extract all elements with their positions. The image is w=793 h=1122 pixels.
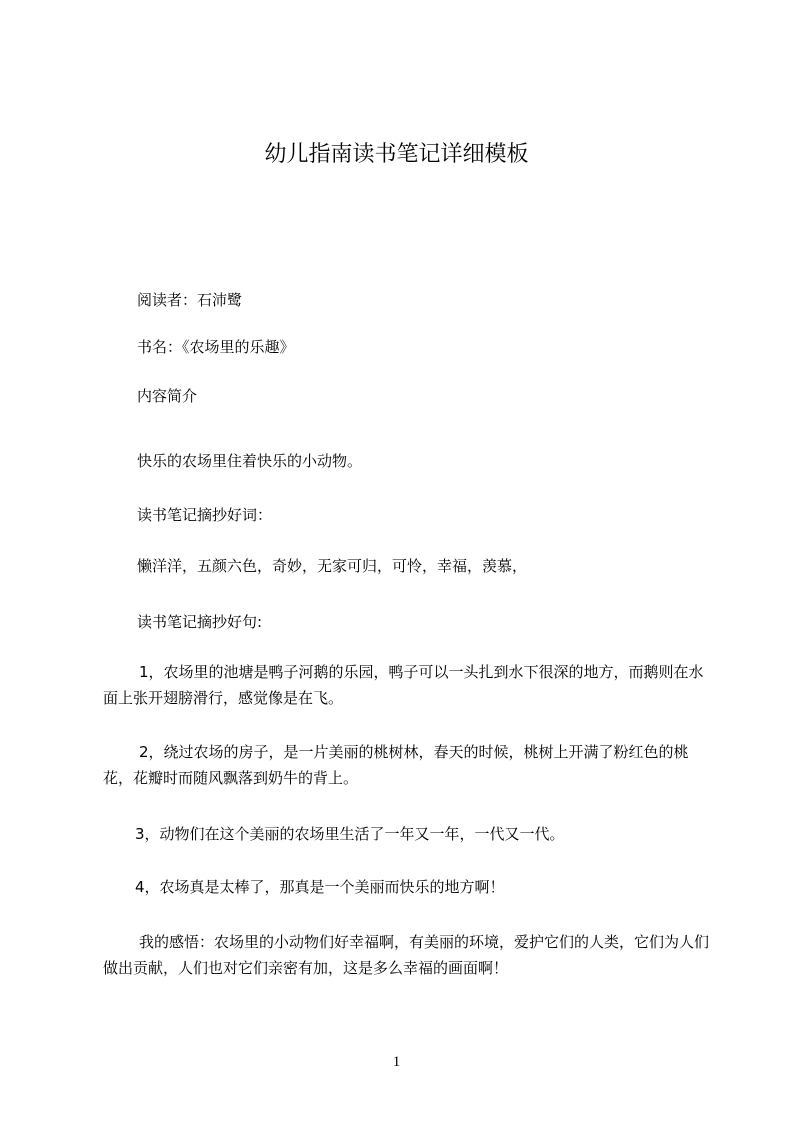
good-words-heading: 读书笔记摘抄好词： — [137, 506, 273, 524]
good-words-list: 懒洋洋，五颜六色，奇妙，无家可归，可怜，幸福，羡慕， — [137, 557, 528, 575]
summary-text: 快乐的农场里住着快乐的小动物。 — [137, 452, 363, 470]
summary-heading: 内容简介 — [137, 387, 198, 405]
sentence-2: 2，绕过农场的房子，是一片美丽的桃树林，春天的时候，桃树上开满了粉红色的桃花，花瓣时而随风飘落到奶牛的背上。 — [103, 743, 689, 787]
sentence-4: 4，农场真是太棒了，那真是一个美丽而快乐的地方啊！ — [135, 878, 505, 896]
reader-line: 阅读者：石沛鹭 — [137, 291, 243, 309]
document-title: 幼儿指南读书笔记详细模板 — [264, 142, 529, 167]
sentence-1: 1，农场里的池塘是鸭子河鹅的乐园，鸭子可以一头扎到水下很深的地方，而鹅则在水面上张开翅膀滑行，感觉像是在飞。 — [103, 663, 704, 707]
book-title-line: 书名：《农场里的乐趣》 — [137, 338, 295, 356]
sentence-3: 3，动物们在这个美丽的农场里生活了一年又一年，一代又一代。 — [135, 825, 565, 843]
page-number: 1 — [392, 1054, 401, 1070]
good-sentences-heading: 读书笔记摘抄好句: — [137, 613, 263, 631]
reflection: 我的感悟：农场里的小动物们好幸福啊，有美丽的环境，爱护它们的人类，它们为人们做出贡献，人们也对它们亲密有加，这是多么幸福的画面啊！ — [103, 933, 710, 977]
